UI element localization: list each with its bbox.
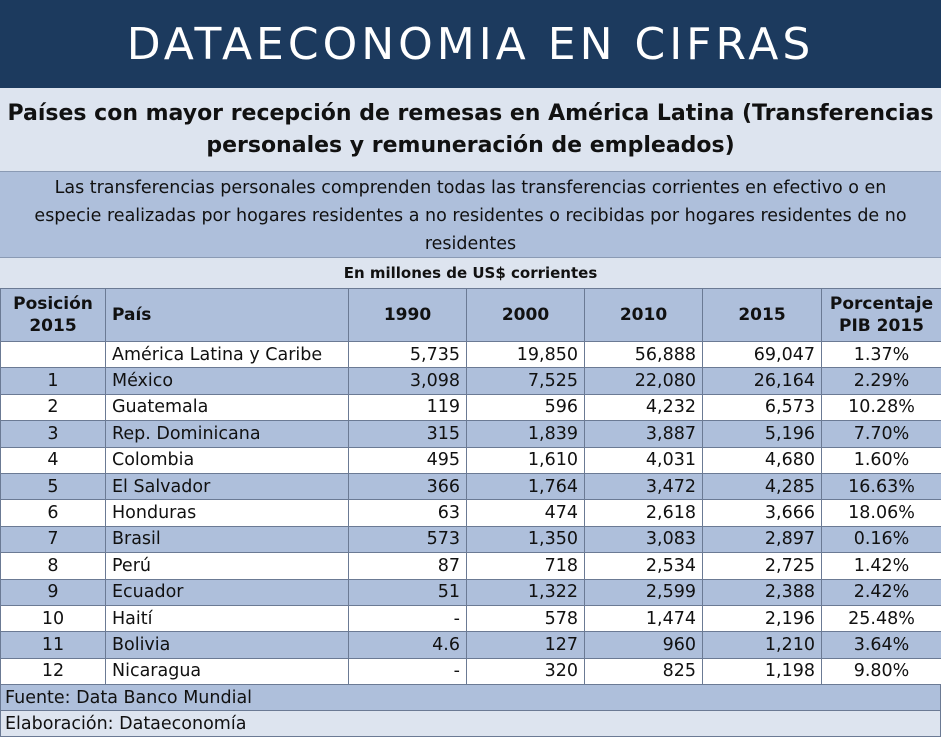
cell-pct: 2.42% xyxy=(822,579,941,605)
cell-position: 3 xyxy=(1,421,106,447)
header-position xyxy=(1,289,106,342)
cell-2015: 4,285 xyxy=(703,473,822,499)
cell-country: Brasil xyxy=(106,526,349,552)
cell-position xyxy=(1,342,106,368)
source-note: Fuente: Data Banco Mundial xyxy=(0,685,941,711)
cell-country: El Salvador xyxy=(106,473,349,499)
table-row xyxy=(1,500,941,526)
header-position-line-1: Posición xyxy=(13,294,93,314)
cell-2015: 2,196 xyxy=(703,605,822,631)
table-row xyxy=(1,553,941,579)
cell-1990: 119 xyxy=(349,394,467,420)
remittances-table xyxy=(0,288,941,685)
cell-2010: 3,887 xyxy=(585,421,703,447)
cell-2010: 3,083 xyxy=(585,526,703,552)
cell-1990: 87 xyxy=(349,553,467,579)
definition-note xyxy=(0,172,941,258)
cell-2000: 718 xyxy=(467,553,585,579)
cell-pct: 18.06% xyxy=(822,500,941,526)
cell-country: América Latina y Caribe xyxy=(106,342,349,368)
cell-2010: 825 xyxy=(585,658,703,684)
cell-country: México xyxy=(106,368,349,394)
table-row xyxy=(1,526,941,552)
table-row xyxy=(1,421,941,447)
cell-pct: 3.64% xyxy=(822,632,941,658)
cell-country: Haití xyxy=(106,605,349,631)
definition-line-3: residentes xyxy=(424,234,517,254)
cell-position: 11 xyxy=(1,632,106,658)
cell-2010: 960 xyxy=(585,632,703,658)
cell-2015: 2,897 xyxy=(703,526,822,552)
table-row xyxy=(1,394,941,420)
cell-2010: 1,474 xyxy=(585,605,703,631)
cell-1990: 5,735 xyxy=(349,342,467,368)
cell-1990: 573 xyxy=(349,526,467,552)
cell-country: Colombia xyxy=(106,447,349,473)
header-2010: 2010 xyxy=(585,289,703,342)
table-row xyxy=(1,605,941,631)
header-pct-line-1: Porcentaje xyxy=(829,294,934,314)
credit-note: Elaboración: Dataeconomía xyxy=(0,711,941,737)
header-country: País xyxy=(106,289,349,342)
cell-2010: 2,534 xyxy=(585,553,703,579)
cell-2000: 320 xyxy=(467,658,585,684)
cell-2010: 2,599 xyxy=(585,579,703,605)
cell-2015: 1,198 xyxy=(703,658,822,684)
table-row xyxy=(1,342,941,368)
cell-2000: 578 xyxy=(467,605,585,631)
header-2015: 2015 xyxy=(703,289,822,342)
cell-1990: - xyxy=(349,605,467,631)
cell-2010: 4,031 xyxy=(585,447,703,473)
header-2000: 2000 xyxy=(467,289,585,342)
cell-country: Bolivia xyxy=(106,632,349,658)
cell-2015: 5,196 xyxy=(703,421,822,447)
cell-position: 2 xyxy=(1,394,106,420)
table-row xyxy=(1,473,941,499)
cell-1990: 3,098 xyxy=(349,368,467,394)
table-title xyxy=(0,88,941,172)
cell-1990: - xyxy=(349,658,467,684)
cell-2015: 26,164 xyxy=(703,368,822,394)
definition-line-2: especie realizadas por hogares residentes a no residentes o recibidas por hogares residentes de no xyxy=(34,206,907,226)
cell-position: 4 xyxy=(1,447,106,473)
cell-2010: 3,472 xyxy=(585,473,703,499)
table-title-line-1: Países con mayor recepción de remesas en América Latina (Transferencias xyxy=(7,101,934,126)
cell-2000: 474 xyxy=(467,500,585,526)
cell-2015: 6,573 xyxy=(703,394,822,420)
cell-2000: 1,350 xyxy=(467,526,585,552)
header-pct-gdp xyxy=(822,289,941,342)
header-position-line-2: 2015 xyxy=(29,316,77,336)
cell-pct: 9.80% xyxy=(822,658,941,684)
cell-pct: 25.48% xyxy=(822,605,941,631)
cell-position: 9 xyxy=(1,579,106,605)
cell-country: Rep. Dominicana xyxy=(106,421,349,447)
cell-2000: 1,764 xyxy=(467,473,585,499)
cell-2015: 69,047 xyxy=(703,342,822,368)
cell-country: Honduras xyxy=(106,500,349,526)
cell-2015: 1,210 xyxy=(703,632,822,658)
cell-2015: 3,666 xyxy=(703,500,822,526)
cell-pct: 1.37% xyxy=(822,342,941,368)
header-1990: 1990 xyxy=(349,289,467,342)
cell-2000: 1,839 xyxy=(467,421,585,447)
definition-line-1: Las transferencias personales comprenden todas las transferencias corrientes en efectivo o en xyxy=(54,178,887,198)
cell-2010: 22,080 xyxy=(585,368,703,394)
cell-1990: 51 xyxy=(349,579,467,605)
header-pct-line-2: PIB 2015 xyxy=(839,316,924,336)
cell-1990: 4.6 xyxy=(349,632,467,658)
cell-country: Guatemala xyxy=(106,394,349,420)
cell-2010: 4,232 xyxy=(585,394,703,420)
table-row xyxy=(1,368,941,394)
cell-1990: 495 xyxy=(349,447,467,473)
cell-pct: 0.16% xyxy=(822,526,941,552)
table-row xyxy=(1,447,941,473)
cell-pct: 1.60% xyxy=(822,447,941,473)
units-label: En millones de US$ corrientes xyxy=(0,258,941,288)
banner-title: DATAECONOMIA EN CIFRAS xyxy=(0,0,941,88)
cell-position: 6 xyxy=(1,500,106,526)
cell-2000: 1,610 xyxy=(467,447,585,473)
cell-2015: 2,725 xyxy=(703,553,822,579)
cell-position: 8 xyxy=(1,553,106,579)
cell-position: 12 xyxy=(1,658,106,684)
cell-2000: 1,322 xyxy=(467,579,585,605)
table-row xyxy=(1,579,941,605)
table-row xyxy=(1,658,941,684)
cell-position: 10 xyxy=(1,605,106,631)
cell-country: Ecuador xyxy=(106,579,349,605)
cell-1990: 315 xyxy=(349,421,467,447)
cell-pct: 1.42% xyxy=(822,553,941,579)
cell-2015: 2,388 xyxy=(703,579,822,605)
cell-pct: 2.29% xyxy=(822,368,941,394)
cell-2000: 596 xyxy=(467,394,585,420)
cell-2010: 2,618 xyxy=(585,500,703,526)
cell-position: 5 xyxy=(1,473,106,499)
cell-1990: 366 xyxy=(349,473,467,499)
cell-2000: 19,850 xyxy=(467,342,585,368)
cell-pct: 10.28% xyxy=(822,394,941,420)
cell-pct: 16.63% xyxy=(822,473,941,499)
cell-country: Nicaragua xyxy=(106,658,349,684)
cell-2000: 7,525 xyxy=(467,368,585,394)
table-title-line-2: personales y remuneración de empleados) xyxy=(206,133,735,158)
header-row xyxy=(1,289,941,342)
cell-position: 1 xyxy=(1,368,106,394)
cell-1990: 63 xyxy=(349,500,467,526)
cell-2010: 56,888 xyxy=(585,342,703,368)
cell-pct: 7.70% xyxy=(822,421,941,447)
cell-2015: 4,680 xyxy=(703,447,822,473)
cell-2000: 127 xyxy=(467,632,585,658)
table-row xyxy=(1,632,941,658)
cell-position: 7 xyxy=(1,526,106,552)
cell-country: Perú xyxy=(106,553,349,579)
